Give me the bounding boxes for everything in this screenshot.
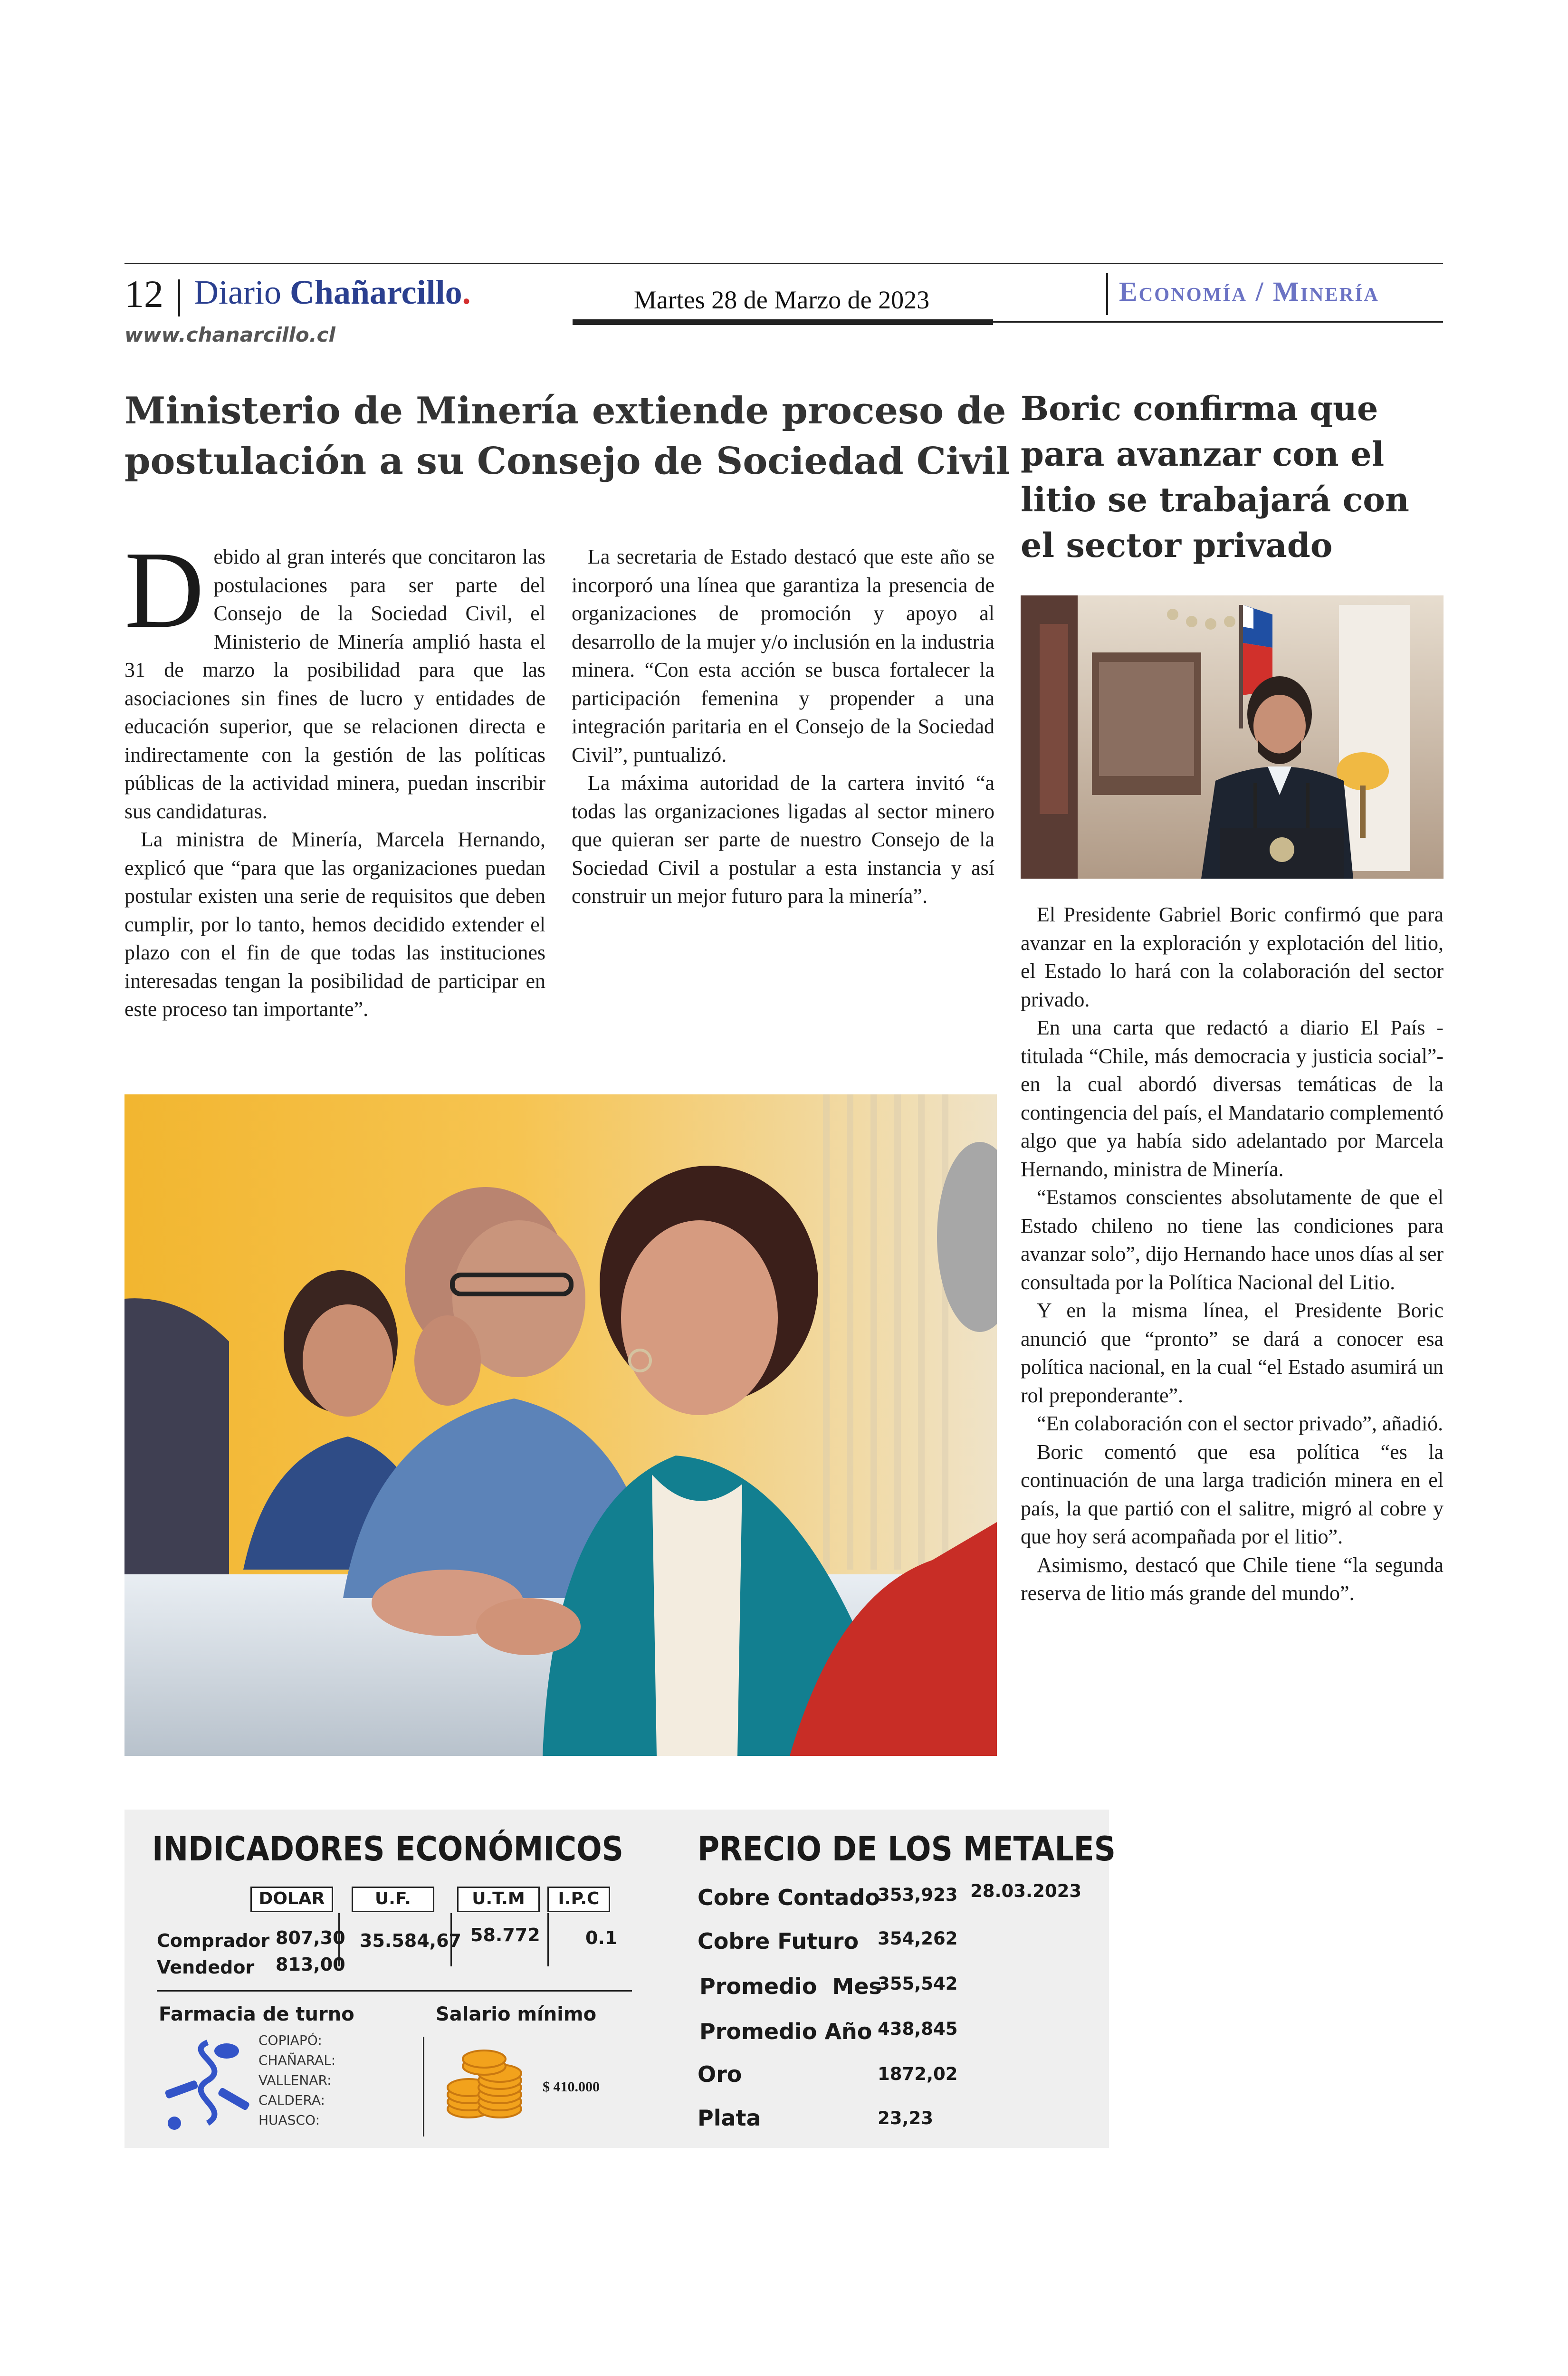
minister-meeting-photo <box>124 1094 997 1756</box>
newspaper-name: Diario Chañarcillo. <box>194 273 471 311</box>
president-press-photo <box>1021 595 1444 879</box>
dolar-header: DOLAR <box>250 1887 333 1912</box>
sidebar-article-body <box>1021 901 1444 1608</box>
metal-label: Promedio Mes <box>699 1974 882 1999</box>
uf-header: U.F. <box>352 1887 434 1912</box>
pharmacy-city: CHAÑARAL: <box>258 2052 336 2068</box>
header-top-rule <box>124 263 1443 264</box>
section-divider <box>1106 273 1108 315</box>
pharmacy-city-list <box>258 2031 335 2130</box>
pharmacy-city: COPIAPÓ: <box>258 2032 322 2048</box>
ipc-header: I.P.C <box>547 1887 610 1912</box>
comprador-label: Comprador <box>157 1930 270 1951</box>
website-url: www.chanarcillo.cl <box>124 323 335 346</box>
date-underline-bar <box>573 319 993 325</box>
indicators-separator <box>157 1990 632 1992</box>
indicators-panel <box>124 1810 1116 2148</box>
indicator-divider <box>547 1913 549 1966</box>
salary-divider <box>423 2037 424 2136</box>
article-column-1 <box>124 529 545 1024</box>
article-paragraph: La secretaria de Estado destacó que este año se incorporó una línea que garantiza la presencia de organizaciones de promoción y apoyo al desarrollo de la mujer y/o inclusión en la industria minera. “Con esta acción se busca fortalecer la participación femenina y propender a una integración paritaria en el Consejo de la Sociedad Civil”, puntualizó. <box>572 545 994 766</box>
metal-label: Cobre Futuro <box>698 1928 859 1954</box>
metals-date: 28.03.2023 <box>970 1881 1082 1901</box>
salary-value: $ 410.000 <box>543 2079 600 2095</box>
issue-date: Martes 28 de Marzo de 2023 <box>633 286 930 314</box>
ipc-value: 0.1 <box>585 1927 618 1948</box>
header-divider <box>178 279 180 316</box>
pharmacy-title: Farmacia de turno <box>159 2003 354 2025</box>
metals-title: PRECIO DE LOS METALES <box>698 1830 1116 1868</box>
uf-value: 35.584,67 <box>360 1930 461 1951</box>
metal-value: 353,923 <box>878 1885 958 1905</box>
metal-value: 438,845 <box>878 2019 958 2039</box>
article-paragraph: ebido al gran interés que concitaron las postulaciones para ser parte del Consejo de la Sociedad Civil, el Ministerio de Minería amplió hasta el 31 de marzo la posibilidad para que las asociaciones sin fines de lucro y entidades de educación superior, que se relacionen directa e indirectamente con la gestión de las políticas públicas de la actividad minera, puedan inscribir sus candidaturas. <box>124 545 545 823</box>
article-paragraph: La ministra de Minería, Marcela Hernando, explicó que “para que las organizaciones puedan postular existen una serie de requisitos que deben cumplir, por lo tanto, hemos decidido extender el plazo con el fin de que todas las instituciones interesadas tengan la posibilidad de participar en este proceso tan importante”. <box>124 828 545 1021</box>
article-paragraph: “En colaboración con el sector privado”, añadió. <box>1037 1412 1444 1435</box>
metal-value: 354,262 <box>878 1928 958 1949</box>
article-paragraph: En una carta que redactó a diario El País -titulada “Chile, más democracia y justicia social”- en la cual abordó diversas temáticas de la contingencia del país, el Mandatario complementó algo que ya había sido adelantado por Marcela Hernando, ministra de Minería. <box>1021 1016 1444 1181</box>
pharmacy-city: VALLENAR: <box>258 2072 332 2088</box>
metal-label: Oro <box>698 2061 742 2087</box>
metal-value: 1872,02 <box>878 2064 958 2084</box>
sidebar-headline: Boric confirma que para avanzar con el litio se trabajará con el sector privado <box>1021 389 1409 565</box>
metal-label: Plata <box>698 2105 761 2131</box>
section-label: Economía / Minería <box>1119 276 1379 307</box>
article-paragraph: Asimismo, destacó que Chile tiene “la segunda reserva de litio más grande del mundo”. <box>1021 1553 1444 1605</box>
utm-header: U.T.M <box>457 1887 540 1912</box>
article-paragraph: El Presidente Gabriel Boric confirmó que para avanzar en la exploración y explotación del litio, el Estado lo hará con la colaboración del sector privado. <box>1021 903 1444 1011</box>
salary-title: Salario mínimo <box>436 2003 597 2025</box>
vendedor-label: Vendedor <box>157 1957 255 1978</box>
article-paragraph: Boric comentó que esa política “es la continuación de una larga tradición minera en el país, la que partió con el salitre, migró al cobre y que hoy será acompañada por el litio”. <box>1021 1440 1444 1548</box>
article-paragraph: “Estamos conscientes absolutamente de que el Estado chileno no tiene las condiciones para avanzar solo”, dijo Hernando hace unos días al ser consultada por la Política Nacional del Litio. <box>1021 1186 1444 1294</box>
article-paragraph: Y en la misma línea, el Presidente Boric anunció que “pronto” se dará a conocer esa política nacional, en la cual “el Estado asumirá un rol preponderante”. <box>1021 1299 1444 1407</box>
article-column-2 <box>572 543 994 910</box>
pharmacy-city: CALDERA: <box>258 2092 325 2108</box>
dolar-comprador-value: 807,30 <box>276 1927 345 1948</box>
pharmacy-city: HUASCO: <box>258 2112 320 2128</box>
article-headline: Ministerio de Minería extiende proceso de postulación a su Consejo de Sociedad Civil <box>124 389 1010 483</box>
drop-cap: D <box>124 529 204 651</box>
metal-label: Promedio Año <box>699 2019 872 2044</box>
article-paragraph: La máxima autoridad de la cartera invitó “a todas las organizaciones ligadas al sector minero que quieran ser parte de nuestro Consejo de la Sociedad Civil a postular a esta instancia y así construir un mejor futuro para la minería”. <box>572 771 994 908</box>
page-number: 12 <box>124 272 163 316</box>
metal-value: 355,542 <box>878 1974 958 1994</box>
coins-icon <box>440 2042 531 2123</box>
pharmacy-icon <box>155 2033 260 2137</box>
dolar-vendedor-value: 813,00 <box>276 1954 345 1975</box>
metal-value: 23,23 <box>878 2108 934 2128</box>
metal-label: Cobre Contado <box>698 1885 880 1910</box>
utm-value: 58.772 <box>470 1925 540 1945</box>
header-right-rule <box>993 321 1443 323</box>
indicators-title: INDICADORES ECONÓMICOS <box>152 1830 624 1868</box>
